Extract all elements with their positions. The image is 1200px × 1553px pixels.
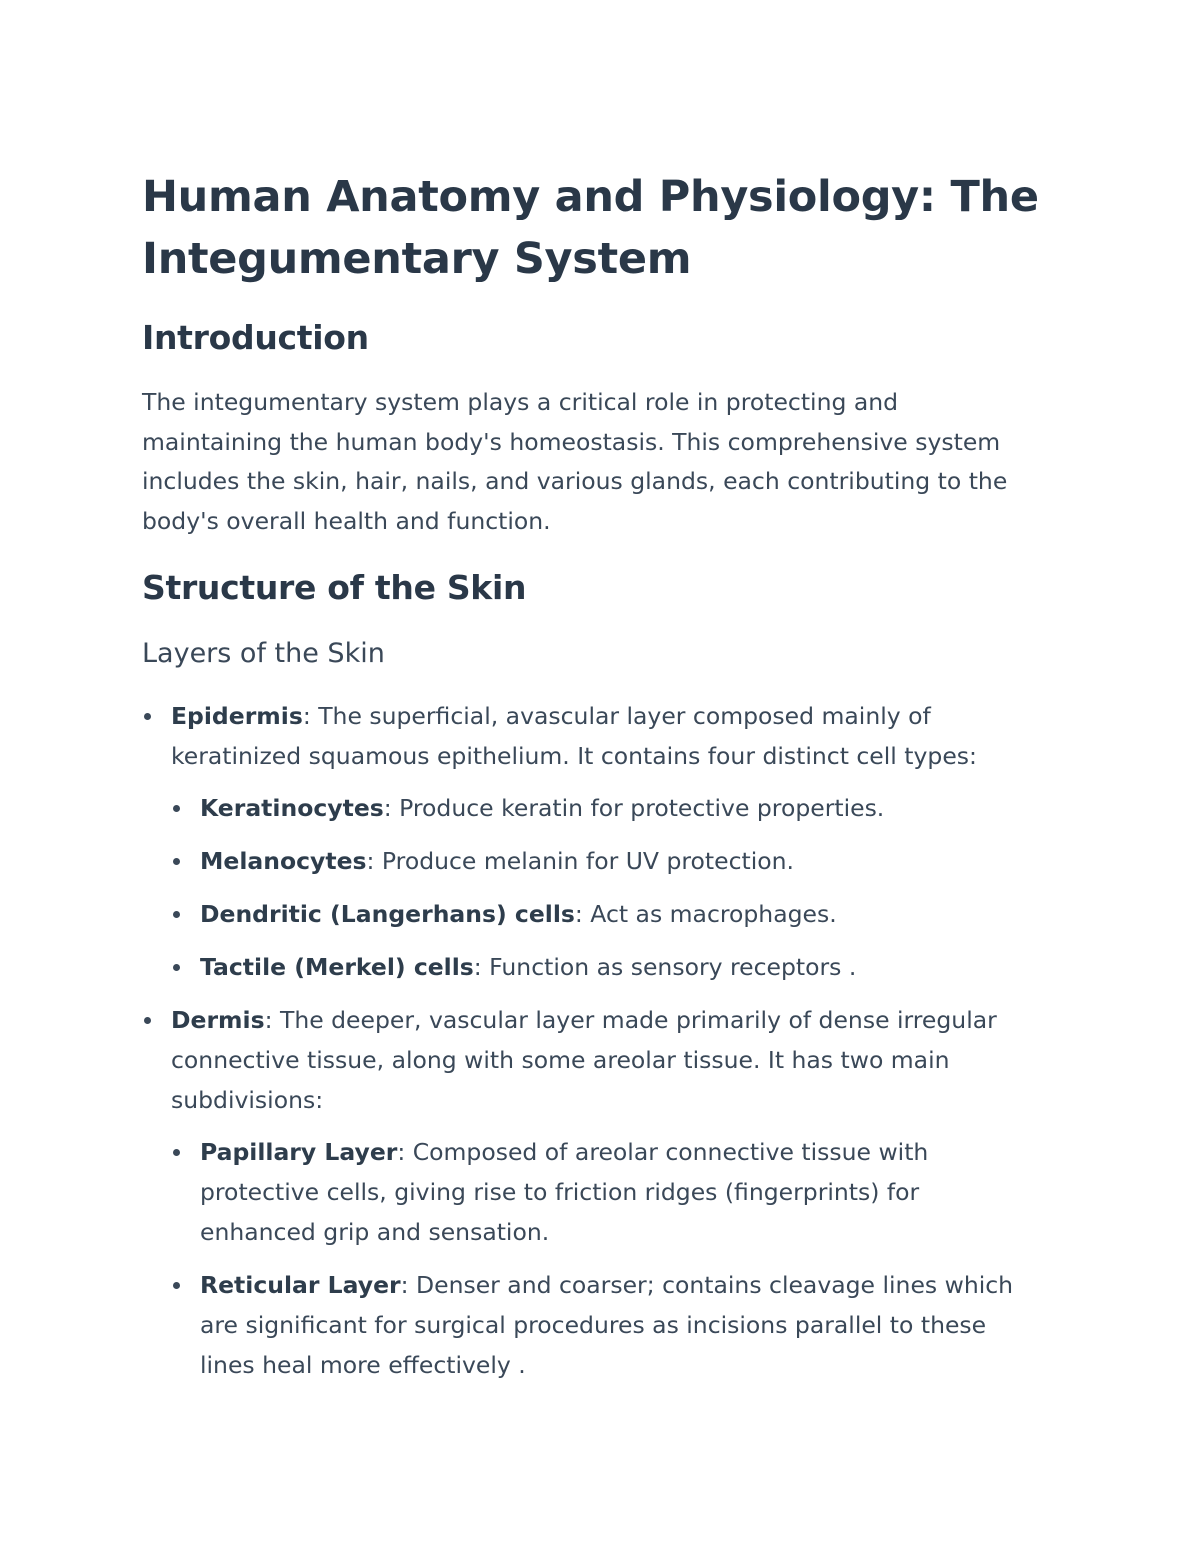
desc-epidermis: : The superficial, avascular layer composed mainly of keratinized squamous epithelium. It contains four distinct cell types: bbox=[171, 702, 977, 770]
list-item-epidermis bbox=[142, 696, 1042, 776]
term-keratinocytes: Keratinocytes bbox=[200, 794, 384, 822]
term-epidermis: Epidermis bbox=[171, 702, 303, 730]
desc-tactile-cells: : Function as sensory receptors . bbox=[473, 953, 857, 981]
epidermis-sublist-wrapper bbox=[142, 788, 1042, 987]
term-dermis: Dermis bbox=[171, 1006, 265, 1034]
document-page bbox=[142, 166, 1042, 1385]
list-item-dendritic-cells bbox=[171, 894, 1042, 934]
desc-dendritic-cells: : Act as macrophages. bbox=[574, 900, 837, 928]
list-item-tactile-cells bbox=[171, 947, 1042, 987]
list-item-keratinocytes bbox=[171, 788, 1042, 828]
layers-list bbox=[142, 696, 1042, 1385]
list-item-dermis bbox=[142, 1000, 1042, 1120]
term-dendritic-cells: Dendritic (Langerhans) cells bbox=[200, 900, 575, 928]
subsection-heading-layers: Layers of the Skin bbox=[142, 638, 385, 669]
term-tactile-cells: Tactile (Merkel) cells bbox=[200, 953, 474, 981]
term-melanocytes: Melanocytes bbox=[200, 847, 367, 875]
desc-keratinocytes: : Produce keratin for protective properties. bbox=[383, 794, 885, 822]
desc-papillary-layer: : Composed of areolar connective tissue with protective cells, giving rise to friction ridges (fingerprints) for enhanced grip and sensation. bbox=[200, 1138, 929, 1246]
desc-reticular-layer: : Denser and coarser; contains cleavage lines which are significant for surgical procedures as incisions parallel to these lines heal more effectively . bbox=[200, 1271, 1014, 1379]
document-title: Human Anatomy and Physiology: The Integumentary System bbox=[142, 172, 1039, 284]
section-heading-structure: Structure of the Skin bbox=[142, 568, 527, 607]
dermis-sublist bbox=[171, 1132, 1042, 1385]
list-item-papillary-layer bbox=[171, 1132, 1042, 1252]
section-heading-introduction: Introduction bbox=[142, 318, 369, 357]
term-papillary-layer: Papillary Layer bbox=[200, 1138, 398, 1166]
dermis-sublist-wrapper bbox=[142, 1132, 1042, 1385]
desc-dermis: : The deeper, vascular layer made primarily of dense irregular connective tissue, along with some areolar tissue. It has two main subdivisions: bbox=[171, 1006, 997, 1114]
introduction-paragraph: The integumentary system plays a critical role in protecting and maintaining the human body's homeostasis. This comprehensive system includes the skin, hair, nails, and various glands, each contributing to the body's overall health and function. bbox=[142, 388, 1008, 535]
epidermis-sublist bbox=[171, 788, 1042, 987]
list-item-reticular-layer bbox=[171, 1265, 1042, 1385]
term-reticular-layer: Reticular Layer bbox=[200, 1271, 401, 1299]
list-item-melanocytes bbox=[171, 841, 1042, 881]
desc-melanocytes: : Produce melanin for UV protection. bbox=[366, 847, 794, 875]
